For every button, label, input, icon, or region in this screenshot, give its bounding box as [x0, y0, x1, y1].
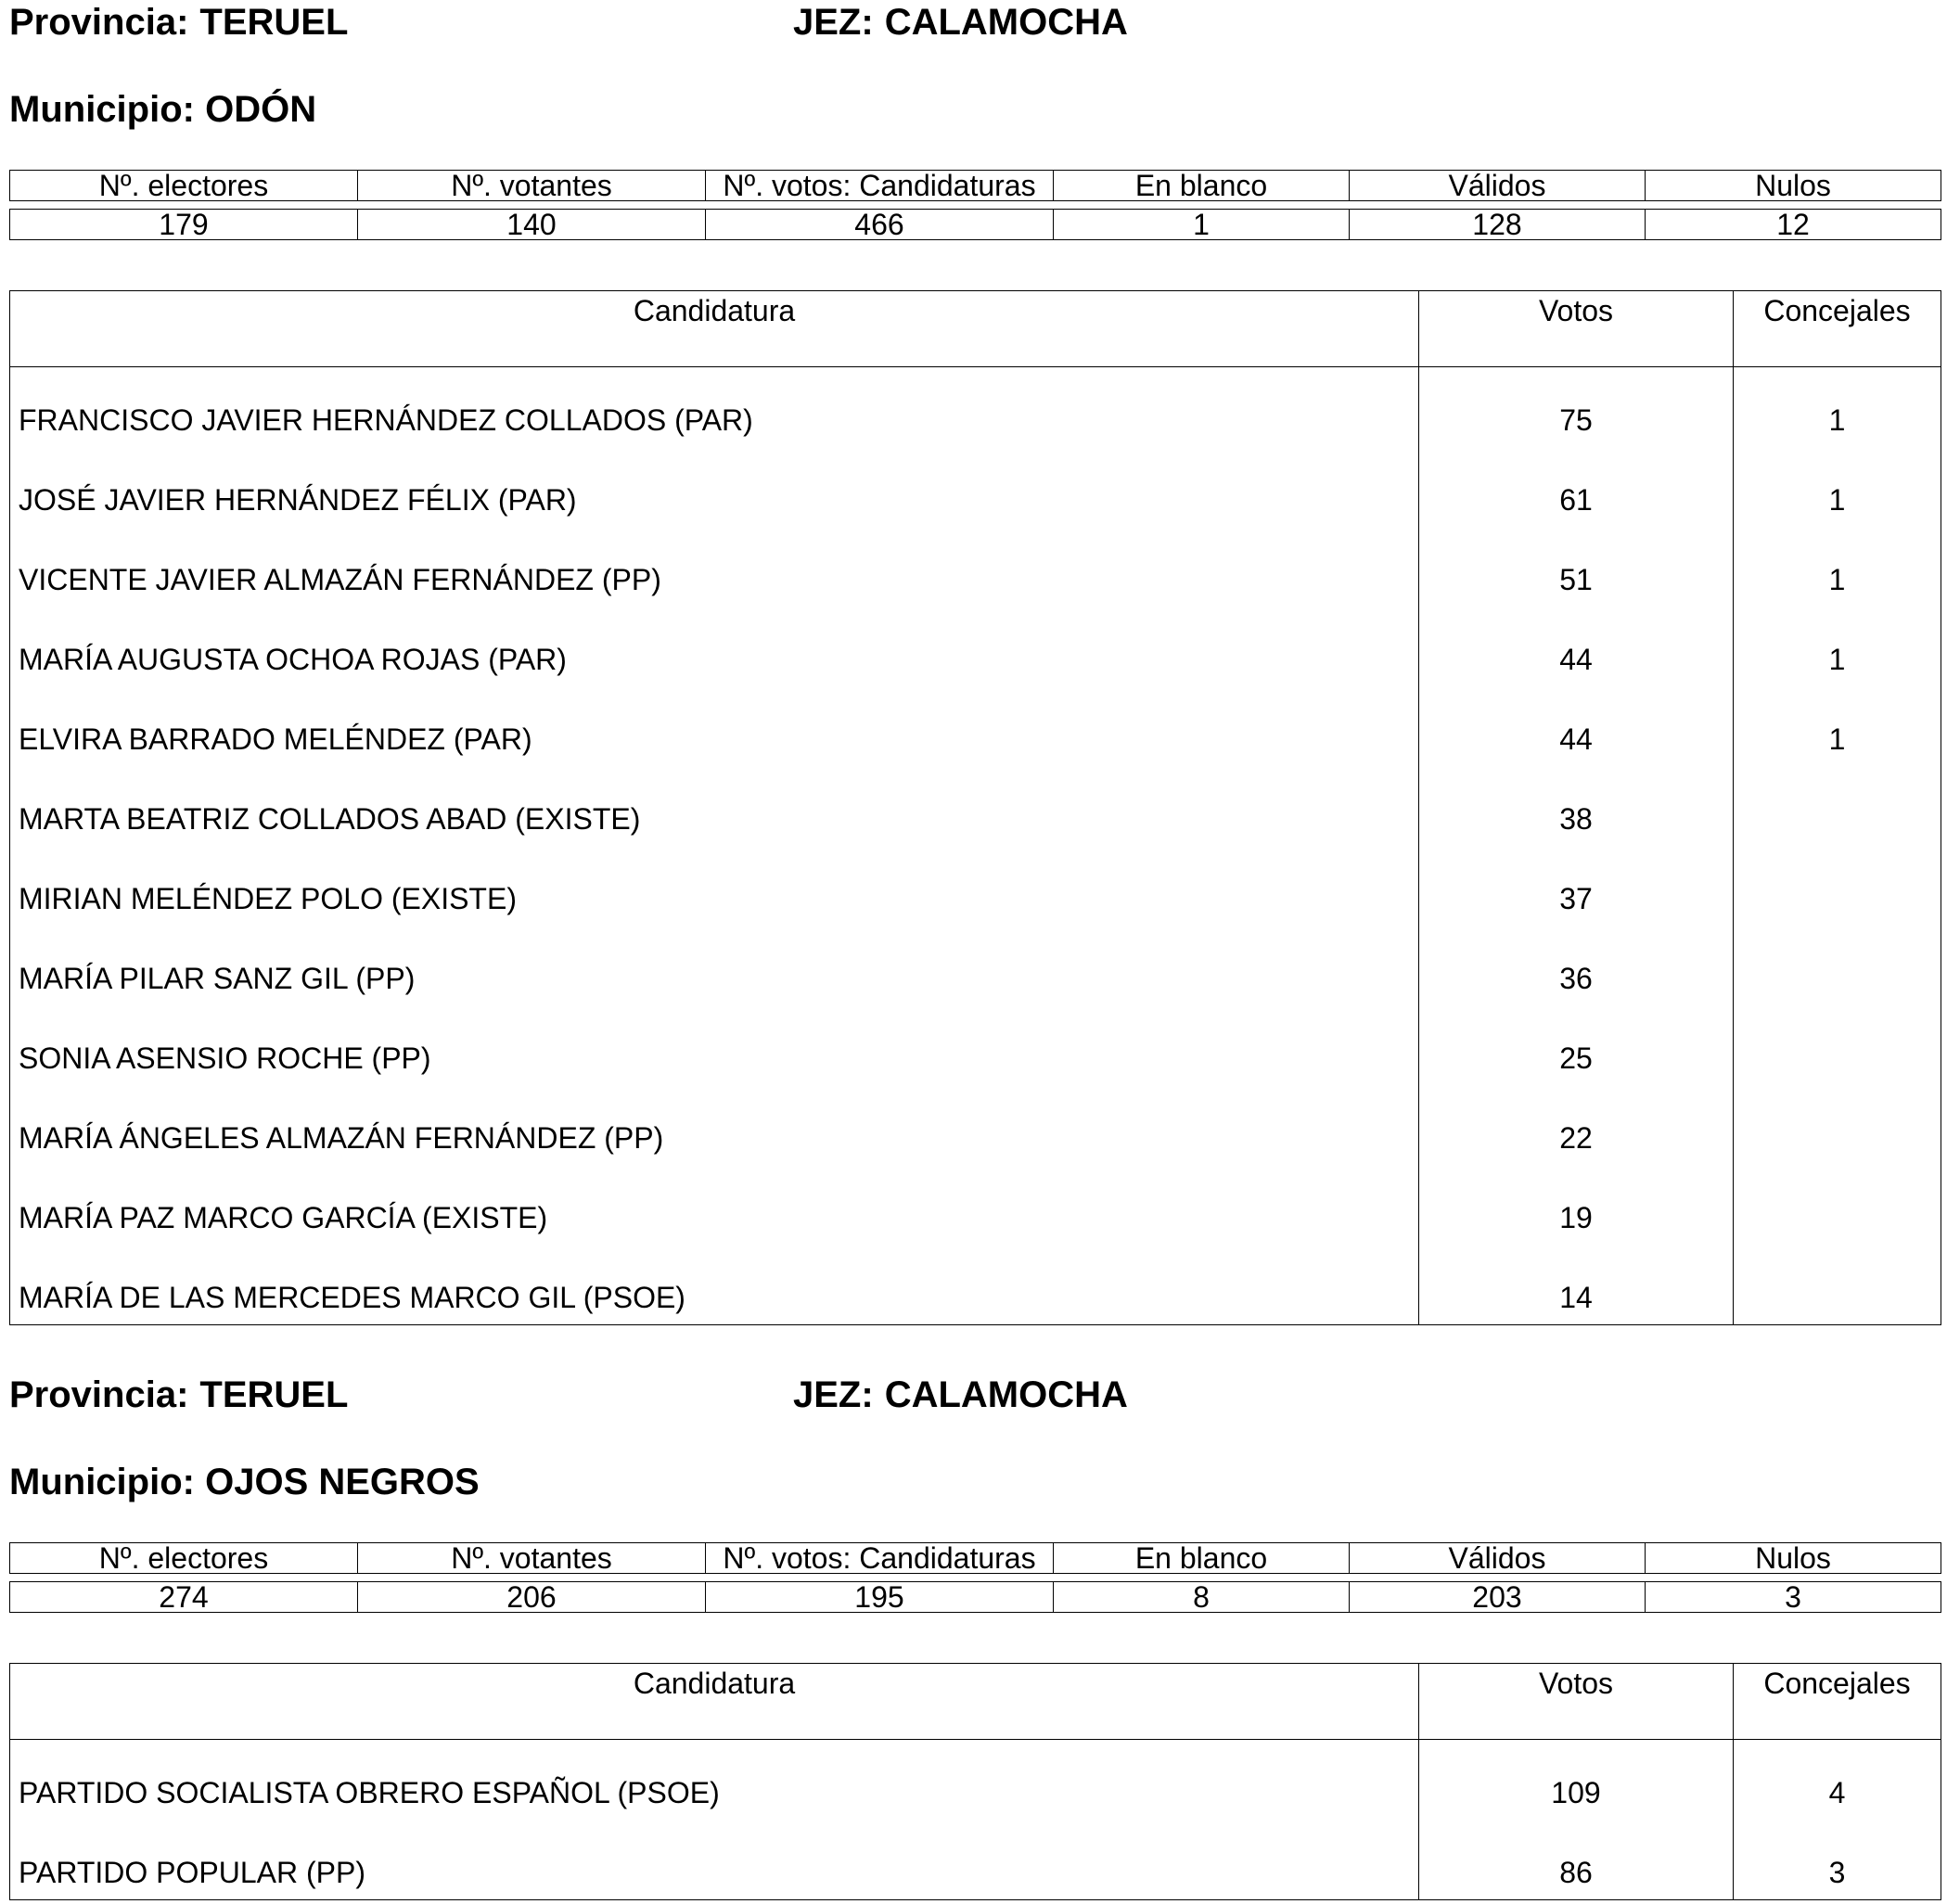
summary-header-nulos: Nulos	[1755, 1543, 1831, 1573]
votos-cell: 14	[1419, 1245, 1734, 1324]
summary-header-votos-candidaturas: Nº. votos: Candidaturas	[706, 1543, 1054, 1573]
table-row	[10, 686, 1941, 766]
candidatura-cell: MARÍA PILAR SANZ GIL (PP)	[10, 926, 1419, 1005]
table-row	[10, 1820, 1941, 1899]
votos-cell: 25	[1419, 1005, 1734, 1085]
table-row	[10, 1085, 1941, 1165]
summary-header-nulos: Nulos	[1755, 171, 1831, 200]
summary-header-electores: Nº. electores	[10, 1543, 358, 1573]
concejales-cell: 1	[1828, 483, 1846, 517]
provincia-value: TERUEL	[199, 2, 349, 43]
concejales-cell: 1	[1828, 563, 1846, 596]
summary-header-validos: Válidos	[1350, 1543, 1646, 1573]
concejales-cell	[1734, 1005, 1941, 1085]
results-header-concejales: Concejales	[1763, 1667, 1911, 1700]
candidatura-cell: MARÍA DE LAS MERCEDES MARCO GIL (PSOE)	[10, 1245, 1419, 1324]
summary-header-en-blanco: En blanco	[1054, 171, 1350, 200]
results-header-row	[10, 1664, 1941, 1740]
results-table	[9, 290, 1941, 1325]
results-body	[10, 367, 1941, 1324]
summary-value-validos: 128	[1350, 210, 1646, 239]
candidatura-cell: FRANCISCO JAVIER HERNÁNDEZ COLLADOS (PAR)	[10, 367, 1419, 447]
results-header-candidatura: Candidatura	[10, 1664, 1419, 1739]
municipio-value: ODÓN	[205, 89, 317, 130]
results-header-concejales: Concejales	[1763, 294, 1911, 327]
jez-label: JEZ:	[793, 1374, 874, 1415]
concejales-cell	[1734, 1245, 1941, 1324]
votos-cell: 75	[1419, 367, 1734, 447]
summary-values-row	[9, 209, 1941, 240]
summary-value-votantes: 206	[358, 1582, 706, 1612]
votos-cell: 36	[1419, 926, 1734, 1005]
table-row	[10, 846, 1941, 926]
concejales-cell	[1734, 766, 1941, 846]
provincia-label: Provincia:	[9, 1374, 189, 1415]
votos-cell: 22	[1419, 1085, 1734, 1165]
concejales-cell	[1734, 846, 1941, 926]
jez-value: CALAMOCHA	[884, 2, 1128, 43]
concejales-cell: 3	[1828, 1856, 1846, 1889]
summary-header-validos: Válidos	[1350, 171, 1646, 200]
summary-value-nulos: 12	[1776, 210, 1810, 239]
provincia-value: TERUEL	[199, 1374, 349, 1415]
table-row	[10, 1005, 1941, 1085]
summary-header-votos-candidaturas: Nº. votos: Candidaturas	[706, 171, 1054, 200]
summary-value-votos-candidaturas: 466	[706, 210, 1054, 239]
candidatura-cell: MARÍA PAZ MARCO GARCÍA (EXISTE)	[10, 1165, 1419, 1245]
jez-label: JEZ:	[793, 2, 874, 43]
votos-cell: 86	[1419, 1820, 1734, 1899]
provincia-heading	[9, 1373, 348, 1417]
concejales-cell	[1734, 1165, 1941, 1245]
votos-cell: 61	[1419, 447, 1734, 527]
table-row	[10, 607, 1941, 686]
summary-values-row	[9, 1581, 1941, 1613]
summary-header-votantes: Nº. votantes	[358, 1543, 706, 1573]
summary-value-votantes: 140	[358, 210, 706, 239]
concejales-cell	[1734, 1085, 1941, 1165]
concejales-cell: 1	[1828, 722, 1846, 756]
concejales-cell: 1	[1828, 643, 1846, 676]
provincia-heading	[9, 0, 348, 45]
table-row	[10, 527, 1941, 607]
candidatura-cell: MARÍA AUGUSTA OCHOA ROJAS (PAR)	[10, 607, 1419, 686]
candidatura-cell: JOSÉ JAVIER HERNÁNDEZ FÉLIX (PAR)	[10, 447, 1419, 527]
table-row	[10, 1165, 1941, 1245]
candidatura-cell: ELVIRA BARRADO MELÉNDEZ (PAR)	[10, 686, 1419, 766]
provincia-label: Provincia:	[9, 2, 189, 43]
jez-value: CALAMOCHA	[884, 1374, 1128, 1415]
votos-cell: 37	[1419, 846, 1734, 926]
concejales-cell: 1	[1828, 403, 1846, 437]
results-header-votos: Votos	[1419, 291, 1734, 366]
candidatura-cell: MARÍA ÁNGELES ALMAZÁN FERNÁNDEZ (PP)	[10, 1085, 1419, 1165]
summary-value-validos: 203	[1350, 1582, 1646, 1612]
summary-table	[9, 170, 1941, 240]
candidatura-cell: MIRIAN MELÉNDEZ POLO (EXISTE)	[10, 846, 1419, 926]
votos-cell: 44	[1419, 686, 1734, 766]
results-header-votos: Votos	[1419, 1664, 1734, 1739]
summary-value-votos-candidaturas: 195	[706, 1582, 1054, 1612]
candidatura-cell: PARTIDO POPULAR (PP)	[10, 1820, 1419, 1899]
votos-cell: 44	[1419, 607, 1734, 686]
table-row	[10, 1740, 1941, 1820]
results-header-candidatura: Candidatura	[10, 291, 1419, 366]
summary-table	[9, 1542, 1941, 1613]
candidatura-cell: VICENTE JAVIER ALMAZÁN FERNÁNDEZ (PP)	[10, 527, 1419, 607]
summary-header-row	[9, 170, 1941, 201]
municipio-label: Municipio:	[9, 1462, 195, 1502]
municipio-heading	[9, 87, 316, 132]
table-row	[10, 926, 1941, 1005]
summary-value-nulos: 3	[1785, 1582, 1801, 1612]
jez-heading	[793, 0, 1128, 45]
summary-header-en-blanco: En blanco	[1054, 1543, 1350, 1573]
votos-cell: 19	[1419, 1165, 1734, 1245]
summary-header-electores: Nº. electores	[10, 171, 358, 200]
votos-cell: 109	[1419, 1740, 1734, 1820]
table-row	[10, 1245, 1941, 1324]
results-table	[9, 1663, 1941, 1900]
table-row	[10, 766, 1941, 846]
table-row	[10, 367, 1941, 447]
summary-value-en-blanco: 8	[1054, 1582, 1350, 1612]
municipio-value: OJOS NEGROS	[205, 1462, 480, 1502]
municipio-heading	[9, 1460, 480, 1504]
summary-value-electores: 179	[10, 210, 358, 239]
candidatura-cell: PARTIDO SOCIALISTA OBRERO ESPAÑOL (PSOE)	[10, 1740, 1419, 1820]
votos-cell: 38	[1419, 766, 1734, 846]
summary-value-en-blanco: 1	[1054, 210, 1350, 239]
concejales-cell: 4	[1828, 1776, 1846, 1809]
votos-cell: 51	[1419, 527, 1734, 607]
summary-header-row	[9, 1542, 1941, 1574]
municipio-label: Municipio:	[9, 89, 195, 130]
summary-value-electores: 274	[10, 1582, 358, 1612]
table-row	[10, 447, 1941, 527]
concejales-cell	[1734, 926, 1941, 1005]
results-body	[10, 1740, 1941, 1899]
candidatura-cell: SONIA ASENSIO ROCHE (PP)	[10, 1005, 1419, 1085]
candidatura-cell: MARTA BEATRIZ COLLADOS ABAD (EXISTE)	[10, 766, 1419, 846]
summary-header-votantes: Nº. votantes	[358, 171, 706, 200]
jez-heading	[793, 1373, 1128, 1417]
results-header-row	[10, 291, 1941, 367]
